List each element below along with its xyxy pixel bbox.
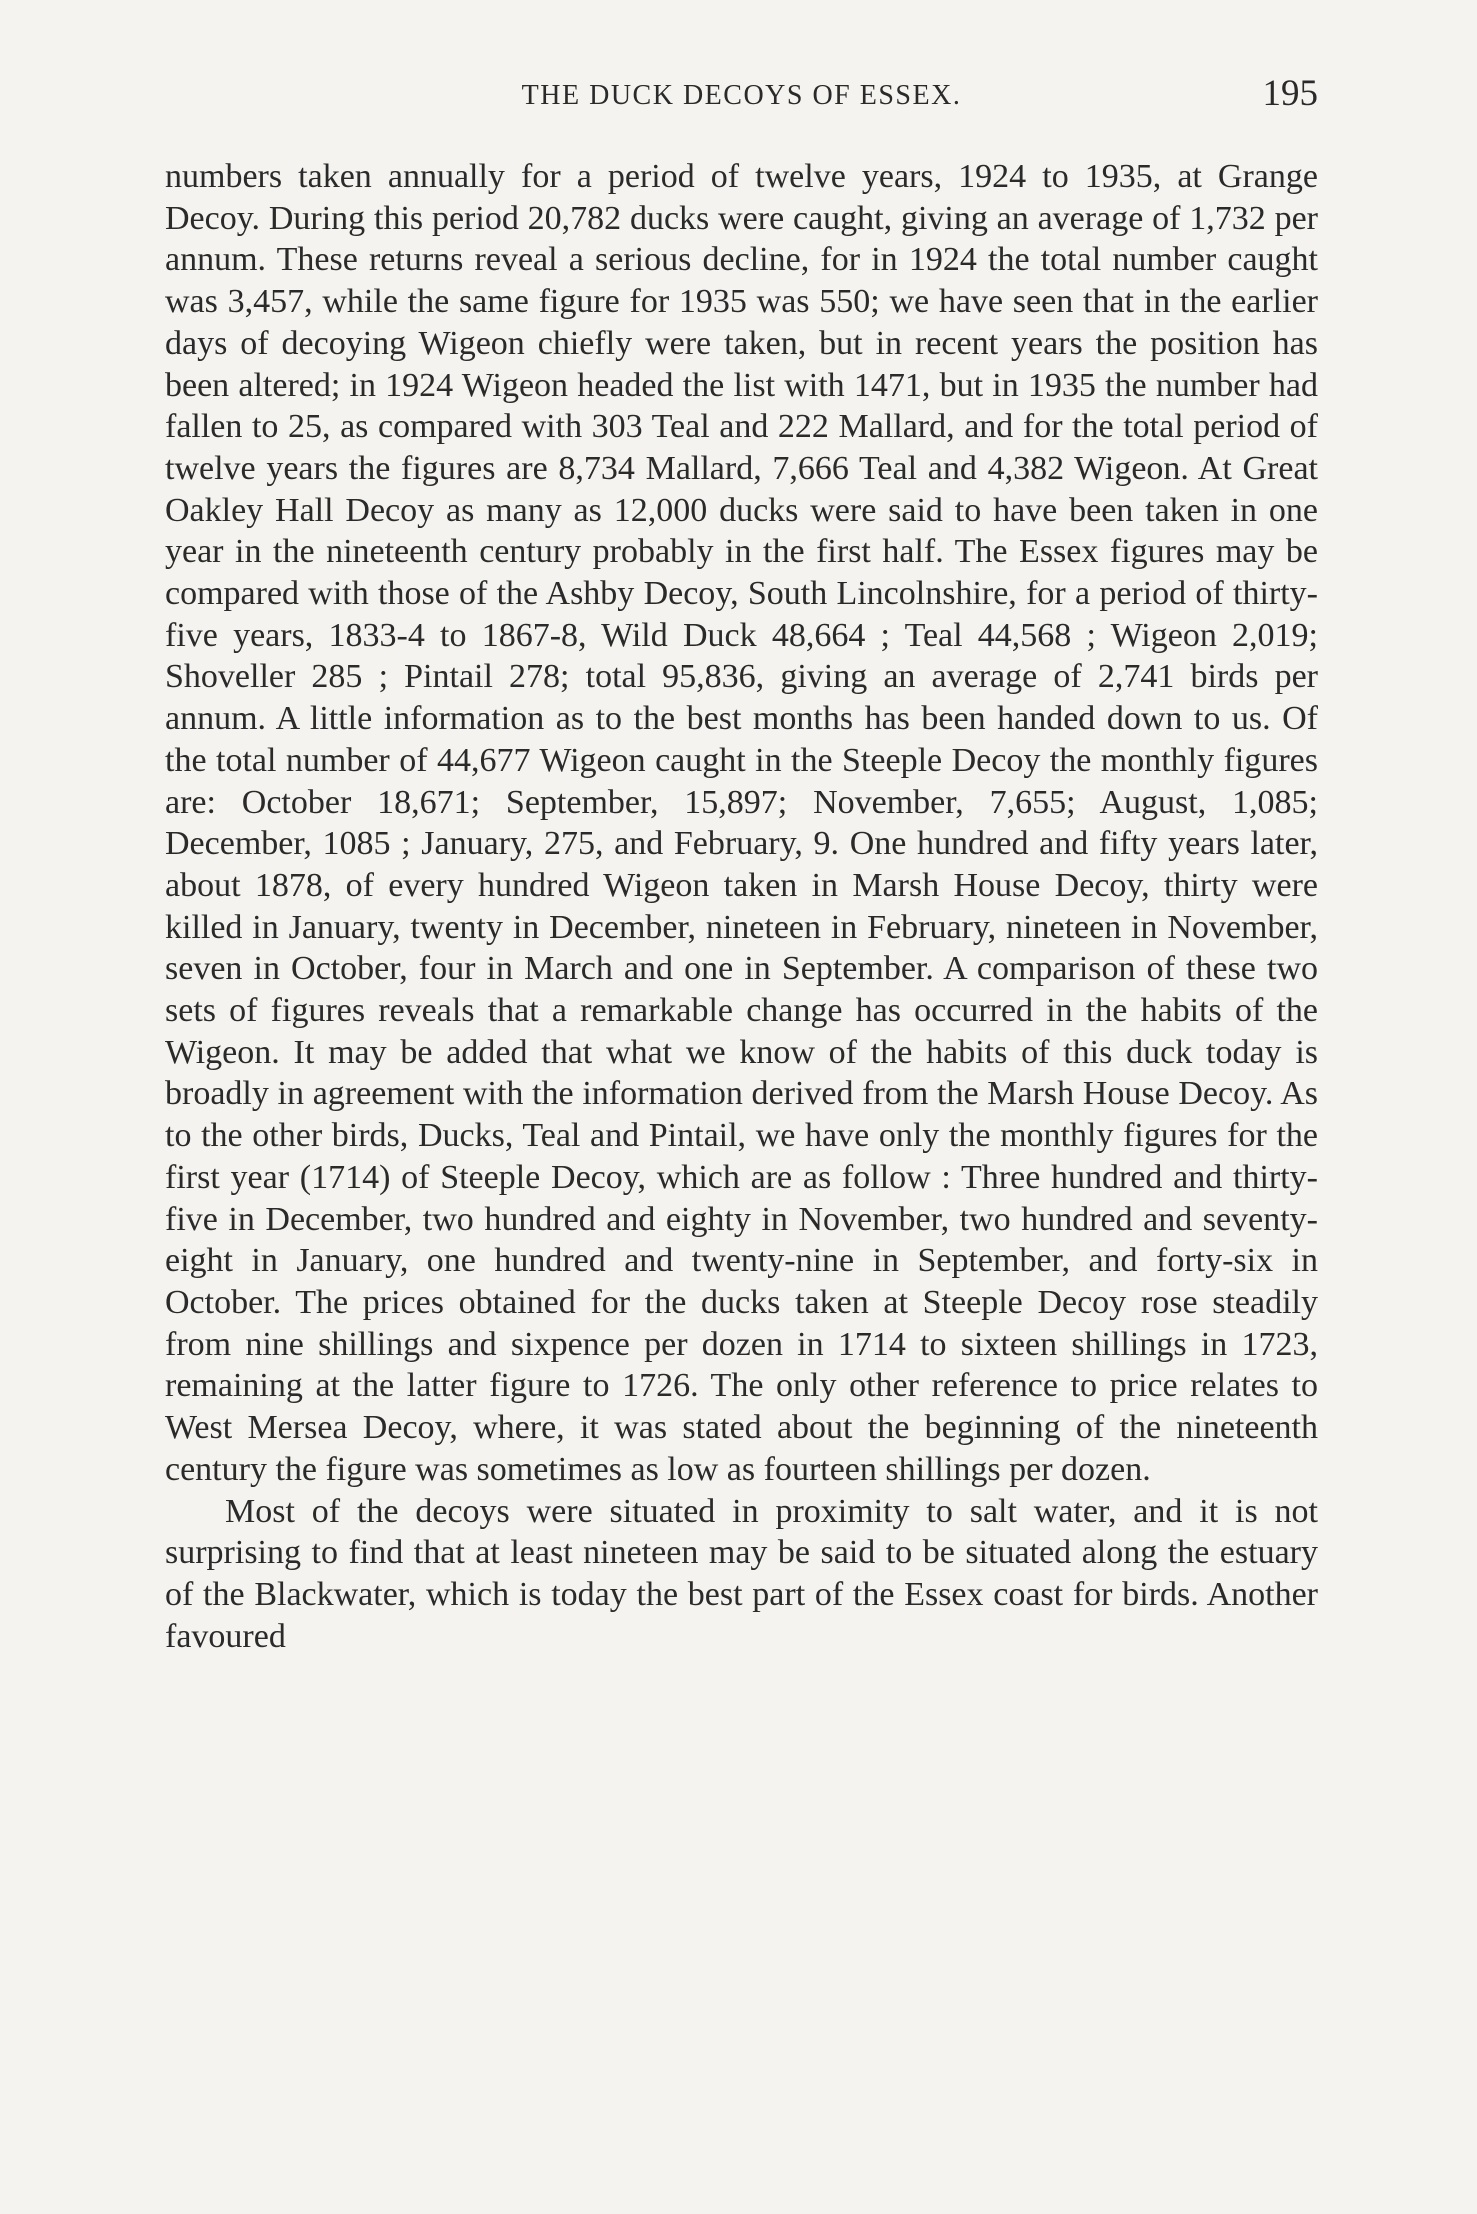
body-text xyxy=(165,156,1318,1657)
running-head xyxy=(165,72,1318,116)
page-number: 195 xyxy=(1262,73,1318,114)
paragraph-1: numbers taken annually for a period of twelve years, 1924 to 1935, at Grange Decoy. During this period 20,782 ducks were caught, giving an average of 1,732 per annum. These returns reveal a serious decline, for in 1924 the total number caught was 3,457, while the same figure for 1935 was 550; we have seen that in the earlier days of decoying Wigeon chiefly were taken, but in recent years the position has been altered; in 1924 Wigeon headed the list with 1471, but in 1935 the number had fallen to 25, as compared with 303 Teal and 222 Mallard, and for the total period of twelve years the figures are 8,734 Mallard, 7,666 Teal and 4,382 Wigeon. At Great Oakley Hall Decoy as many as 12,000 ducks were said to have been taken in one year in the nineteenth century probably in the first half. The Essex figures may be compared with those of the Ashby Decoy, South Lincolnshire, for a period of thirty-five years, 1833-4 to 1867-8, Wild Duck 48,664 ; Teal 44,568 ; Wigeon 2,019; Shoveller 285 ; Pintail 278; total 95,836, giving an average of 2,741 birds per annum. A little information as to the best months has been handed down to us. Of the total number of 44,677 Wigeon caught in the Steeple Decoy the monthly figures are: October 18,671; September, 15,897; November, 7,655; August, 1,085; December, 1085 ; January, 275, and February, 9. One hundred and fifty years later, about 1878, of every hundred Wigeon taken in Marsh House Decoy, thirty were killed in January, twenty in December, nineteen in February, nineteen in November, seven in October, four in March and one in September. A comparison of these two sets of figures reveals that a remarkable change has occurred in the habits of the Wigeon. It may be added that what we know of the habits of this duck today is broadly in agreement with the information derived from the Marsh House Decoy. As to the other birds, Ducks, Teal and Pintail, we have only the monthly figures for the first year (1714) of Steeple Decoy, which are as follow : Three hundred and thirty-five in December, two hundred and eighty in November, two hundred and seventy-eight in January, one hundred and twenty-nine in September, and forty-six in October. The prices obtained for the ducks taken at Steeple Decoy rose steadily from nine shillings and sixpence per dozen in 1714 to sixteen shillings in 1723, remaining at the latter figure to 1726. The only other reference to price relates to West Mersea Decoy, where, it was stated about the beginning of the nineteenth century the figure was sometimes as low as fourteen shillings per dozen. xyxy=(165,158,1318,1488)
running-title: THE DUCK DECOYS OF ESSEX. xyxy=(521,80,962,111)
paragraph-2: Most of the decoys were situated in proximity to salt water, and it is not surprising to find that at least nineteen may be said to be situated along the estuary of the Blackwater, which is today the best part of the Essex coast for birds. Another favoured xyxy=(165,1492,1318,1655)
